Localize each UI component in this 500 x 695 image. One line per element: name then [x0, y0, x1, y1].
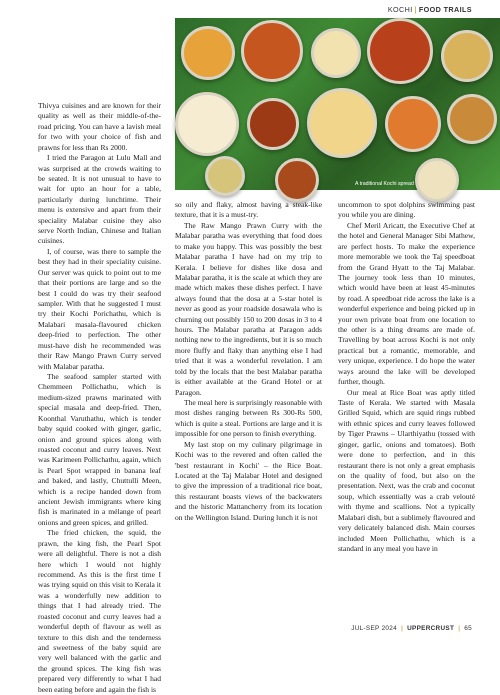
footer-separator: | — [458, 625, 461, 632]
dish-bowl — [247, 98, 299, 150]
header-separator: | — [414, 5, 417, 14]
dish-bowl — [205, 156, 245, 196]
dish-bowl — [447, 94, 497, 144]
header-location: KOCHI — [387, 5, 413, 14]
paragraph: The Raw Mango Prawn Curry with the Malabar paratha was everything that food does to make you happy. This was possibly the best Malabar paratha I have had on my trip to Kerala. I believe for dishes like dosa and Malabar paratha, it is the scale at which they are made which makes these dishes perfect. I have always found that the dosa at a 5-star hotel is never as good as your roadside dosawala who is churning out possibly 150 to 200 dosas in 3 to 4 hours. The Malabar paratha at Paragon adds nothing new to the ingredients, but it is so much more fluffy and flaky than anything else I had tried that it was a wonderful revelation. I am told by the locals that the best Malabar paratha is either available at the Grand Hotel or at Paragon. — [175, 220, 322, 397]
paragraph: I tried the Paragon at Lulu Mall and was surprised at the crowds waiting to be seated. It is not unusual to have to wait for upto an hour for a table, particularly during lunchtime. Their menu is extensive and apart from their speciality Malabar cuisine they also serve North Indian, Chinese and Italian cuisines. — [38, 153, 161, 246]
dish-bowl — [241, 20, 303, 82]
running-header — [388, 5, 472, 14]
text-column-2 — [175, 200, 322, 523]
header-section: FOOD TRAILS — [418, 5, 472, 14]
footer-separator: | — [401, 625, 404, 632]
text-column-1 — [38, 101, 161, 695]
dish-bowl — [275, 158, 319, 202]
paragraph: The fried chicken, the squid, the prawn, the king fish, the Pearl Spot were all delightful. There is not a dish here which I would not highly recommend. As this is the first time I was trying squid on this visit to Kerala it was a wonderfully new addition to things that I had already tried. The roasted coconut and curry leaves had a wonderful depth of flavour as well as texture to this dish and the tenderness and sweetness of the baby squid are very well balanced with the garlic and the ground spices. The king fish was prepared very differently to what I had been eating before and again the fish is — [38, 528, 161, 694]
text-column-3 — [338, 200, 475, 554]
paragraph: The seafood sampler started with Chemmeen Pollichathu, which is medium-sized prawns marinated with special masala and deep-fried. Then, Koonthal Varuthathu, which is tender baby squid cooked with ginger, garlic, onion and ground spices along with roasted coconut and curry leaves. Next was Karimeen Pollichathu, again, which is Pearl Spot wrapped in banana leaf and baked, and lastly, Chuttulli Meen, which is a recipe handed down from ancient Jewish immigrants where king fish is marinated in a mélange of pearl onions and green spices, and grilled. — [38, 371, 161, 527]
paragraph: Chef Meril Aricatt, the Executive Chef at the hotel and General Manager Sibi Mathew, are perfect hosts. To make the experience more memorable we took the Taj speedboat from the Grand Hyatt to the Taj Malabar. The journey took less than 10 minutes, which would have been at least 45-minutes by road. A speedboat ride across the lake is a wonderful experience and being picked up in your own private boat from one location to the other is a thing dreams are made of. Travelling by boat across Kochi is not only practical but a romantic, memorable, and very unique, experience. I do hope the water ways around the lake will be developed further, though. — [338, 220, 475, 387]
paragraph: Thivya cuisines and are known for their quality as well as their middle-of-the-road pricing. You can have a lavish meal for two with your choice of fish and prawns for less than Rs 2000. — [38, 101, 161, 152]
dish-bowl — [175, 92, 239, 156]
dish-bowl — [385, 96, 441, 152]
dish-bowl — [307, 88, 377, 158]
paragraph: The meal here is surprisingly reasonable with most dishes ranging between Rs 300-Rs 500, which is quite a steal. Portions are large and it is impossible for one person to finish everything. — [175, 398, 322, 439]
page-footer — [351, 625, 472, 632]
dish-bowl — [367, 18, 433, 84]
paragraph: so oily and flaky, almost having a steak-like texture, that it is a must-try. — [175, 200, 322, 220]
dish-bowl — [181, 26, 235, 80]
food-spread-photo — [175, 18, 500, 190]
paragraph: My last stop on my culinary pilgrimage in Kochi was to the revered and often called the 'best restaurant in Kochi' – the Rice Boat. Located at the Taj Malabar Hotel and designed to give the impression of a traditional rice boat, this restaurant boasts views of the backwaters and the historic Mattancherry from its location on the Wellington Island. During lunch it is not — [175, 439, 322, 522]
photo-caption: A traditional Kochi spread — [355, 181, 414, 187]
paragraph: I, of course, was there to sample the best they had in their speciality cuisine. Our server was quick to point out to me that their portions are large and so the best I could do was try their seafood sampler. With that he suggested I must try their Kochi Porichathu, which is Malabari masala-flavoured chicken deep-fried to perfection. The other must-have dish he recommended was their Raw Mango Prawn Curry served with Malabar paratha. — [38, 246, 161, 371]
page-number: 65 — [464, 625, 472, 632]
footer-magazine: UPPERCRUST — [407, 625, 455, 632]
dish-bowl — [415, 158, 459, 202]
footer-issue: JUL-SEP 2024 — [351, 625, 397, 632]
dish-bowl — [441, 30, 493, 82]
dish-bowl — [311, 28, 361, 78]
paragraph: uncommon to spot dolphins swimming past you while you are dining. — [338, 200, 475, 220]
paragraph: Our meal at Rice Boat was aptly titled Taste of Kerala. We started with Masala Grilled Squid, which are squid rings rubbed with ethnic spices and curry leaves followed by Tiger Prawns – Ularthiyathu (tossed with ginger, garlic, onions and tomatoes). Both were done to perfection, and in this restaurant there is not only a great emphasis on the quality of food, but also on the presentation. Next, was the crab and coconut soup, which essentially was a crab velouté with thyme and scallions. Not a typically Malabari dish, but a sublimely flavoured and very delicately balanced dish. Main courses included Meen Pollichathu, which is a standard in any meal you have in — [338, 387, 475, 553]
